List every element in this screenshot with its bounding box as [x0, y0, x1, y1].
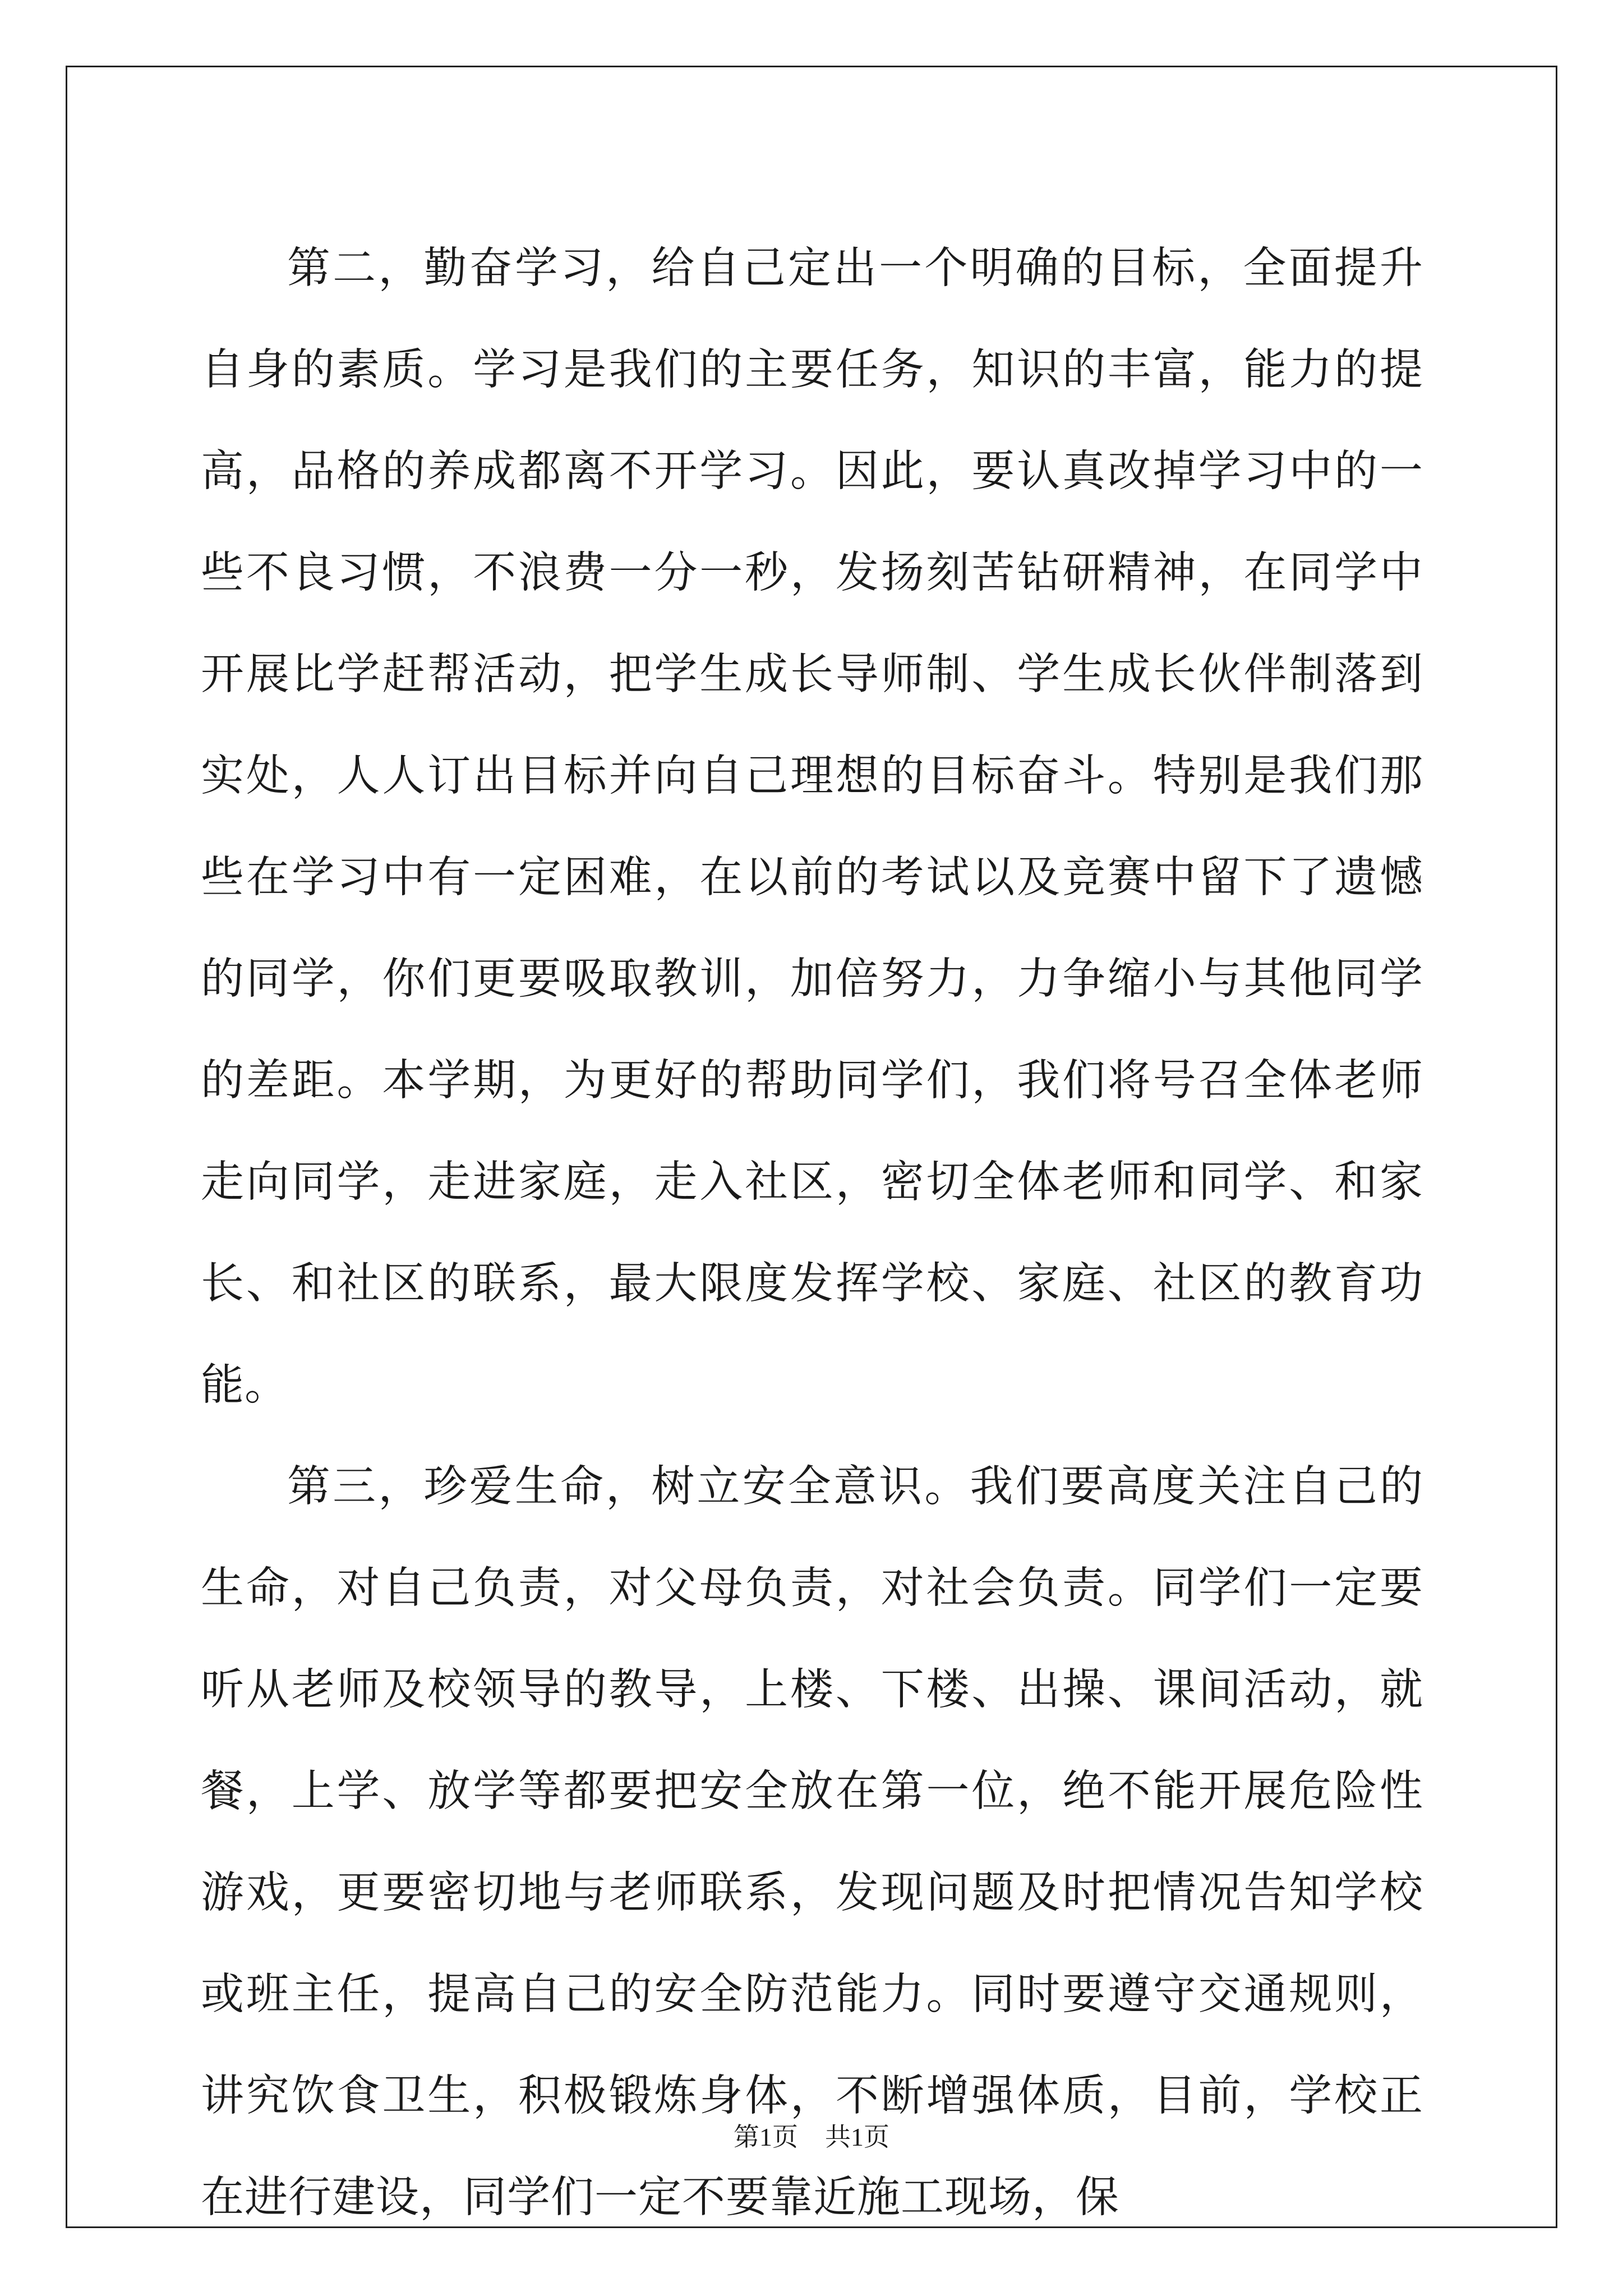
- paragraph-3: 第三，珍爱生命，树立安全意识。我们要高度关注自己的生命，对自己负责，对父母负责，对社会负责。同学们一定要听从老师及校领导的教导，上楼、下楼、出操、课间活动，就餐，上学、放学等都要把安全放在第一位，绝不能开展危险性游戏，更要密切地与老师联系，发现问题及时把情况告知学校或班主任，提高自己的安全防范能力。同时要遵守交通规则，讲究饮食卫生，积极锻炼身体，不断增强体质，目前，学校正在进行建设，同学们一定不要靠近施工现场，保: [201, 1462, 1423, 2223]
- page-number-total: 共1页: [825, 2123, 889, 2151]
- paragraph-2: 第二，勤奋学习，给自己定出一个明确的目标，全面提升自身的素质。学习是我们的主要任务，知识的丰富，能力的提高，品格的养成都离不开学习。因此，要认真改掉学习中的一些不良习惯，不浪费一分一秒，发扬刻苦钻研精神，在同学中开展比学赶帮活动，把学生成长导师制、学生成长伙伴制落到实处，人人订出目标并向自己理想的目标奋斗。特别是我们那些在学习中有一定困难，在以前的考试以及竞赛中留下了遗憾的同学，你们更要吸取教训，加倍努力，力争缩小与其他同学的差距。本学期，为更好的帮助同学们，我们将号召全体老师走向同学，走进家庭，走入社区，密切全体老师和同学、和家长、和社区的联系，最大限度发挥学校、家庭、社区的教育功能。: [201, 243, 1423, 1410]
- page-number-current: 第1页: [734, 2123, 798, 2151]
- page-footer: [0, 2120, 1623, 2154]
- document-body: [201, 218, 1423, 2248]
